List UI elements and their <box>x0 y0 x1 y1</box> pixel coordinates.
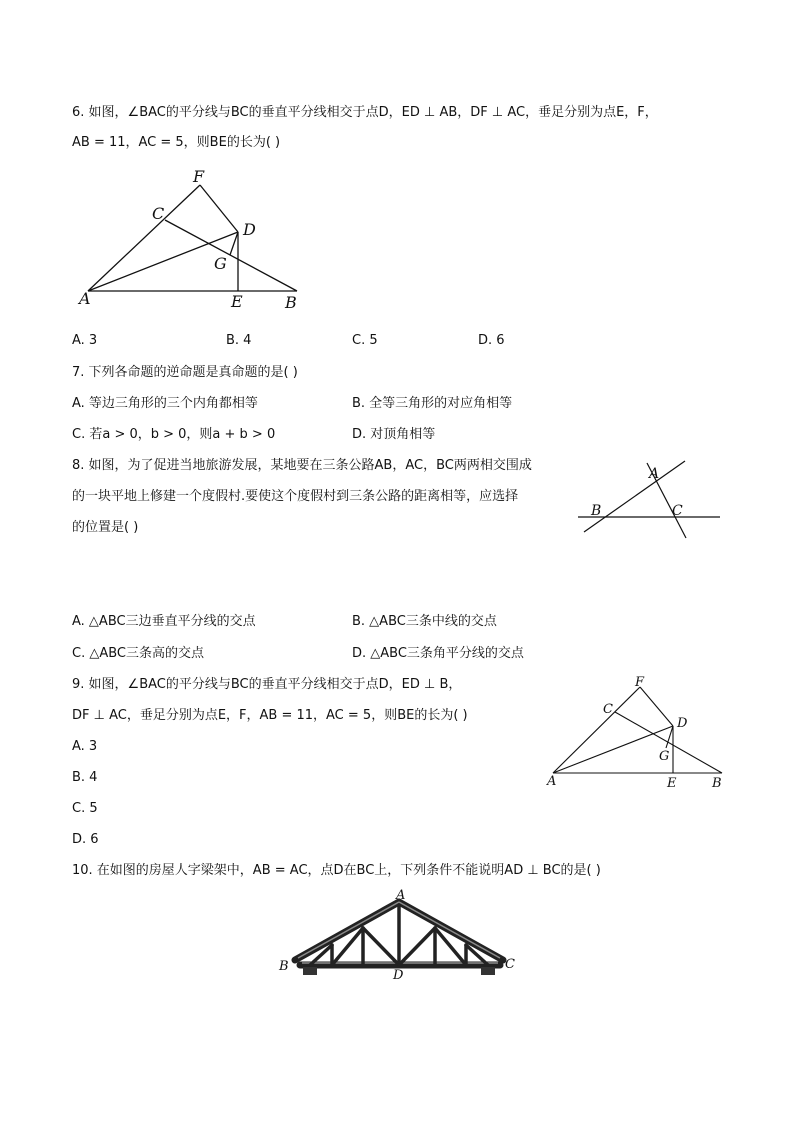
q8-stem-line2: 的一块平地上修建一个度假村.要使这个度假村到三条公路的距离相等，应选择 <box>72 489 519 504</box>
q8-option-a[interactable]: A. △ABC三边垂直平分线的交点 <box>72 614 256 629</box>
q9-label-E: E <box>667 776 677 791</box>
q10-label-C: C <box>505 957 515 972</box>
q6-label-D: D <box>243 220 256 239</box>
q8-label-A: A <box>649 466 660 482</box>
q6-label-B: B <box>285 293 297 312</box>
q8-stem-line3: 的位置是( ) <box>72 520 139 535</box>
q8-label-C: C <box>672 503 683 519</box>
q8-label-B: B <box>591 503 602 519</box>
q7-option-b[interactable]: B. 全等三角形的对应角相等 <box>352 396 513 411</box>
q9-label-G: G <box>659 749 670 764</box>
q9-label-F: F <box>635 675 645 690</box>
q8-option-b[interactable]: B. △ABC三条中线的交点 <box>352 614 497 629</box>
q9-label-A: A <box>547 774 557 789</box>
q9-stem-line2: DF ⊥ AC，垂足分别为点E，F，AB = 11，AC = 5，则BE的长为( ) <box>72 708 468 723</box>
q10-label-B: B <box>279 959 289 974</box>
q10-stem: 10. 在如图的房屋人字梁架中，AB = AC，点D在BC上，下列条件不能说明AD ⊥ BC的是( ) <box>72 863 601 878</box>
q9-option-c[interactable]: C. 5 <box>72 801 98 816</box>
q6-option-d[interactable]: D. 6 <box>478 333 505 348</box>
q7-stem: 7. 下列各命题的逆命题是真命题的是( ) <box>72 365 298 380</box>
q6-stem-line1: 6. 如图，∠BAC的平分线与BC的垂直平分线相交于点D，ED ⊥ AB，DF ⊥ AC，垂足分别为点E，F， <box>72 105 658 120</box>
q6-option-c[interactable]: C. 5 <box>352 333 378 348</box>
q8-option-c[interactable]: C. △ABC三条高的交点 <box>72 646 204 661</box>
q6-label-F: F <box>193 167 205 186</box>
q9-option-b[interactable]: B. 4 <box>72 770 98 785</box>
q9-option-a[interactable]: A. 3 <box>72 739 98 754</box>
q8-option-d[interactable]: D. △ABC三条角平分线的交点 <box>352 646 524 661</box>
q6-label-A: A <box>79 289 91 308</box>
q10-label-A: A <box>396 888 406 903</box>
q9-label-C: C <box>603 702 613 717</box>
q6-label-E: E <box>231 292 243 311</box>
q9-label-D: D <box>677 716 688 731</box>
q6-option-a[interactable]: A. 3 <box>72 333 98 348</box>
q6-label-G: G <box>214 254 227 273</box>
q6-label-C: C <box>152 204 165 223</box>
q7-option-a[interactable]: A. 等边三角形的三个内角都相等 <box>72 396 258 411</box>
q10-label-D: D <box>393 968 404 983</box>
q9-stem-line1: 9. 如图，∠BAC的平分线与BC的垂直平分线相交于点D，ED ⊥ B， <box>72 677 462 692</box>
q8-stem-line1: 8. 如图，为了促进当地旅游发展，某地要在三条公路AB，AC，BC两两相交围成 <box>72 458 532 473</box>
q9-option-d[interactable]: D. 6 <box>72 832 99 847</box>
q6-stem-line2: AB = 11，AC = 5，则BE的长为( ) <box>72 135 281 150</box>
q9-label-B: B <box>712 776 722 791</box>
q7-option-c[interactable]: C. 若a > 0，b > 0，则a + b > 0 <box>72 427 276 442</box>
q7-option-d[interactable]: D. 对顶角相等 <box>352 427 436 442</box>
q6-option-b[interactable]: B. 4 <box>226 333 252 348</box>
